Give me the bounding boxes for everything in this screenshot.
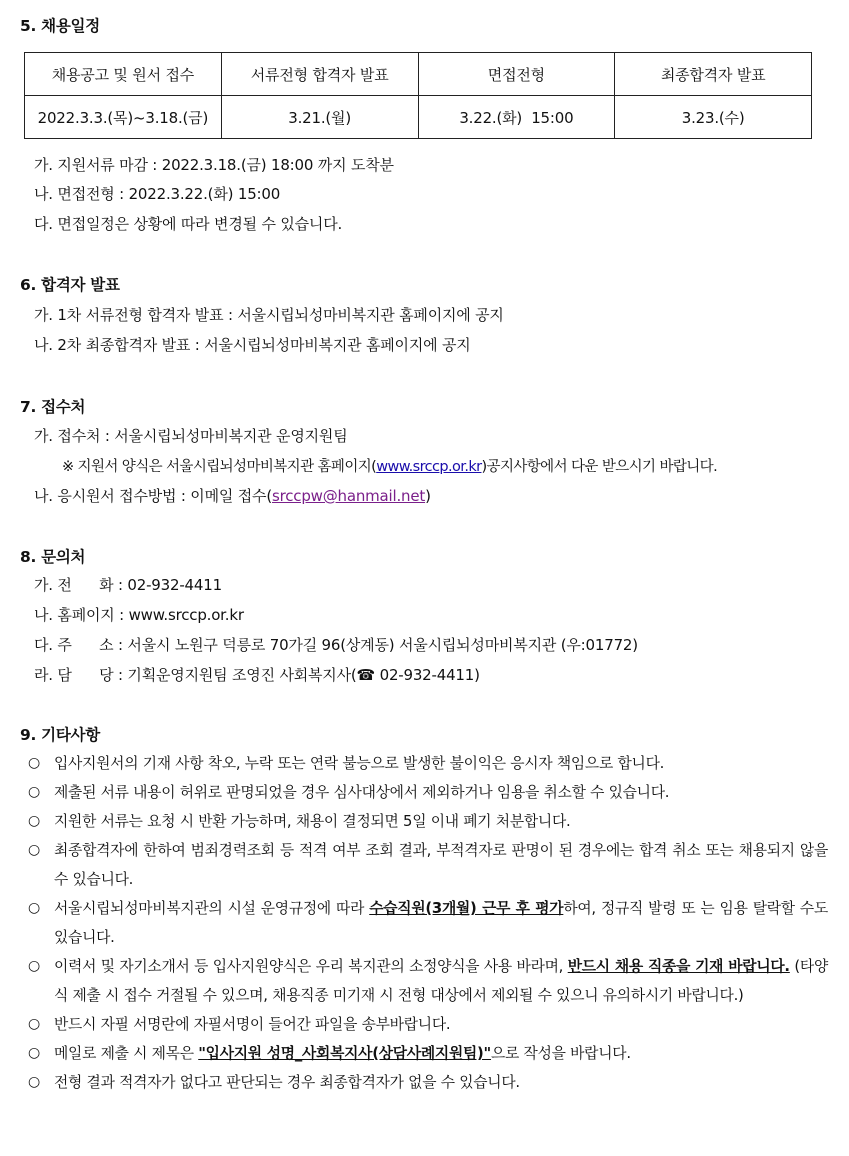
schedule-date-cell: 2022.3.3.(목)~3.18.(금) — [25, 96, 222, 139]
schedule-date-cell: 3.21.(월) — [221, 96, 418, 139]
list-item — [28, 1068, 828, 1097]
mail-subject-emphasis: "입사지원 성명_사회복지사(상담사례지원팀)" — [198, 1045, 492, 1062]
notes-list — [28, 749, 828, 1097]
schedule-header-row — [25, 53, 812, 96]
note-text: 제출된 서류 내용이 허위로 판명되었을 경우 심사대상에서 제외하거나 임용을 취소할 수 있습니다. — [54, 784, 670, 801]
bullet-circle-icon: ○ — [28, 1074, 41, 1090]
bullet-circle-icon: ○ — [28, 842, 41, 858]
list-item — [28, 894, 828, 952]
s7-note — [62, 455, 717, 476]
bullet-circle-icon: ○ — [28, 755, 41, 771]
note-text-part: 메일로 제출 시 제목은 — [54, 1045, 199, 1062]
note-text: 반드시 자필 서명란에 자필서명이 들어간 파일을 송부바랍니다. — [54, 1016, 451, 1033]
note-prefix: ※ 지원서 양식은 서울시립뇌성마비복지관 홈페이지( — [62, 459, 377, 475]
section-9-title: 9. 기타사항 — [20, 726, 100, 744]
probation-emphasis: 수습직원(3개월) 근무 후 평가 — [369, 900, 564, 917]
note-text-part: 서울시립뇌성마비복지관의 시설 운영규정에 따라 — [54, 900, 370, 917]
bullet-circle-icon: ○ — [28, 1045, 41, 1061]
s7-item: 가. 접수처 : 서울시립뇌성마비복지관 운영지원팀 — [34, 427, 348, 445]
s8-item: 다. 주 소 : 서울시 노원구 덕릉로 70가길 96(상계동) 서울시립뇌성마비복지관 (우:01772) — [34, 636, 638, 654]
note-text: 지원한 서류는 요청 시 반환 가능하며, 채용이 결정되면 5일 이내 폐기 처분합니다. — [54, 813, 571, 830]
section-7-title: 7. 접수처 — [20, 398, 86, 416]
note-text: 최종합격자에 한하여 범죄경력조회 등 적격 여부 조회 결과, 부적격자로 판명이 된 경우에는 합격 취소 또는 채용되지 않을 수 있습니다. — [54, 842, 828, 888]
section-5-title: 5. 채용일정 — [20, 17, 100, 35]
s8-item: 가. 전 화 : 02-932-4411 — [34, 576, 222, 594]
schedule-date-row — [25, 96, 812, 139]
note-text — [54, 894, 828, 952]
bullet-circle-icon: ○ — [28, 1016, 41, 1032]
schedule-date-cell: 3.22.(화) 15:00 — [418, 96, 615, 139]
note-text-part: 으로 작성을 바랍니다. — [491, 1045, 631, 1062]
schedule-header-cell: 최종합격자 발표 — [615, 53, 812, 96]
schedule-header-cell: 서류전형 합격자 발표 — [221, 53, 418, 96]
list-item — [28, 778, 828, 807]
note-suffix: )공지사항에서 다운 받으시기 바랍니다. — [481, 459, 718, 475]
schedule-header-cell: 채용공고 및 원서 접수 — [25, 53, 222, 96]
note-text-part: 하여, 정규직 발령 또 는 임용 탈락할 수도 있습니다. — [54, 900, 828, 946]
bullet-circle-icon: ○ — [28, 784, 41, 800]
list-item — [28, 952, 828, 1010]
s6-item: 나. 2차 최종합격자 발표 : 서울시립뇌성마비복지관 홈페이지에 공지 — [34, 336, 471, 354]
section-8-title: 8. 문의처 — [20, 548, 86, 566]
s6-item: 가. 1차 서류전형 합격자 발표 : 서울시립뇌성마비복지관 홈페이지에 공지 — [34, 306, 504, 324]
note-text-part: 이력서 및 자기소개서 등 입사지원양식은 우리 복지관의 소정양식을 사용 바라며, — [54, 958, 568, 975]
list-item — [28, 807, 828, 836]
section-6-title: 6. 합격자 발표 — [20, 276, 120, 294]
note-text — [54, 952, 828, 1010]
item2-suffix: ) — [425, 487, 431, 505]
s5-item: 가. 지원서류 마감 : 2022.3.18.(금) 18:00 까지 도착분 — [34, 156, 394, 174]
bullet-circle-icon: ○ — [28, 813, 41, 829]
bullet-circle-icon: ○ — [28, 958, 41, 974]
s5-item: 다. 면접일정은 상황에 따라 변경될 수 있습니다. — [34, 215, 343, 233]
s7-item — [34, 485, 431, 506]
note-text: 전형 결과 적격자가 없다고 판단되는 경우 최종합격자가 없을 수 있습니다. — [54, 1074, 520, 1091]
schedule-table — [24, 52, 812, 139]
note-text: 입사지원서의 기재 사항 착오, 누락 또는 연락 불능으로 발생한 불이익은 응시자 책임으로 합니다. — [54, 755, 665, 772]
list-item — [28, 1039, 828, 1068]
schedule-header-cell: 면접전형 — [418, 53, 615, 96]
note-text-part: (타양식 제출 시 접수 거절될 수 있으며, 채용직종 미기재 시 전형 대상에서 제외될 수 있으니 유의하시기 바랍니다.) — [54, 958, 829, 1004]
list-item — [28, 836, 828, 894]
schedule-date-cell: 3.23.(수) — [615, 96, 812, 139]
list-item — [28, 749, 828, 778]
note-text — [54, 1039, 828, 1068]
s8-item: 나. 홈페이지 : www.srccp.or.kr — [34, 606, 244, 624]
item2-prefix: 나. 응시원서 접수방법 : 이메일 접수( — [34, 487, 272, 505]
email-link[interactable]: srccpw@hanmail.net — [271, 487, 426, 505]
bullet-circle-icon: ○ — [28, 900, 41, 916]
list-item — [28, 1010, 828, 1039]
s5-item: 나. 면접전형 : 2022.3.22.(화) 15:00 — [34, 185, 281, 203]
homepage-link[interactable]: www.srccp.or.kr — [376, 459, 482, 475]
job-field-emphasis: 반드시 채용 직종을 기재 바랍니다. — [567, 958, 790, 975]
s8-item: 라. 담 당 : 기획운영지원팀 조영진 사회복지사(☎ 02-932-4411) — [34, 666, 480, 684]
